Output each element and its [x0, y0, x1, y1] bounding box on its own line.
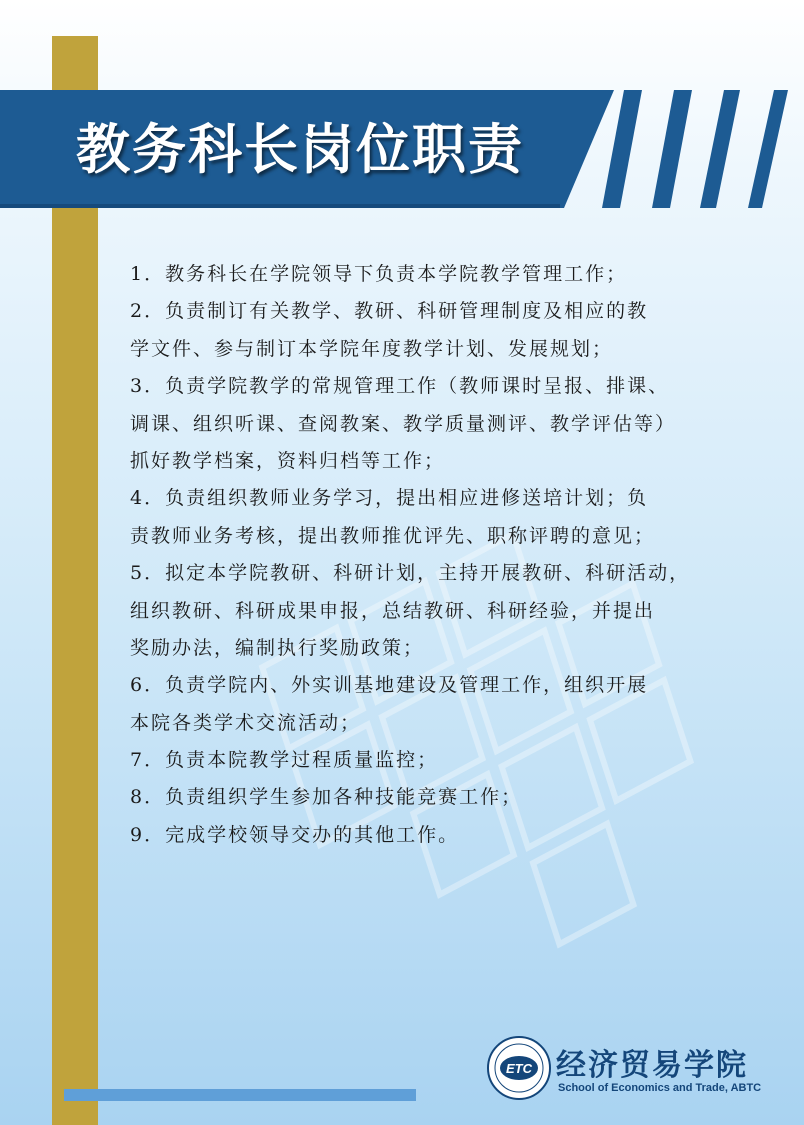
duties-list	[130, 256, 770, 854]
duty-line: 3．负责学院教学的常规管理工作（教师课时呈报、排课、	[130, 375, 670, 398]
duty-line: 6．负责学院内、外实训基地建设及管理工作，组织开展	[130, 674, 649, 697]
school-logo-icon	[486, 1035, 552, 1101]
duty-line: 本院各类学术交流活动；	[130, 711, 362, 734]
duty-line: 2．负责制订有关教学、教研、科研管理制度及相应的教	[130, 300, 649, 323]
duty-line: 抓好教学档案，资料归档等工作；	[130, 449, 446, 472]
header-stripe	[652, 90, 692, 208]
duty-line: 8．负责组织学生参加各种技能竞赛工作；	[130, 786, 523, 809]
duty-line: 7．负责本院教学过程质量监控；	[130, 749, 439, 772]
duty-line: 组织教研、科研成果申报，总结教研、科研经验，并提出	[130, 599, 656, 622]
duty-line: 9．完成学校领导交办的其他工作。	[130, 823, 460, 846]
header-stripe	[700, 90, 740, 208]
duty-line: 4．负责组织教师业务学习，提出相应进修送培计划；负	[130, 487, 649, 510]
duty-line: 奖励办法，编制执行奖励政策；	[130, 636, 425, 659]
duty-line: 5．拟定本学院教研、科研计划，主持开展教研、科研活动，	[130, 562, 691, 585]
header-stripe	[748, 90, 788, 208]
school-name-cn: 经济贸易学院	[556, 1048, 748, 1083]
bottom-accent-bar	[64, 1089, 416, 1101]
duty-line: 1．教务科长在学院领导下负责本学院教学管理工作；	[130, 263, 628, 285]
page-title: 教务科长岗位职责	[76, 118, 524, 181]
duty-line: 责教师业务考核，提出教师推优评先、职称评聘的意见；	[130, 524, 656, 547]
duty-line: 学文件、参与制订本学院年度教学计划、发展规划；	[130, 337, 614, 360]
header-underline	[0, 204, 560, 208]
logo-text: ETC	[506, 1061, 532, 1076]
school-name-en: School of Economics and Trade, ABTC	[558, 1082, 762, 1094]
header-stripe	[602, 90, 642, 208]
duty-line: 调课、组织听课、查阅教案、教学质量测评、教学评估等）	[130, 412, 677, 435]
